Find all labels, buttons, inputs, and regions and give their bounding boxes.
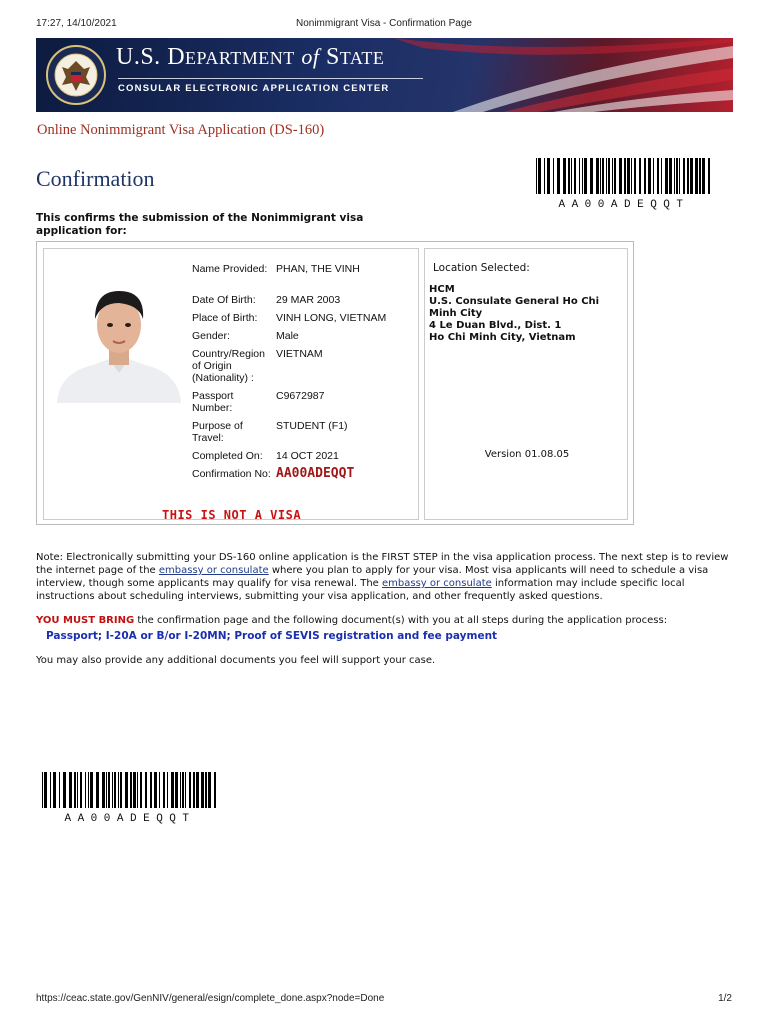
gender-value: Male	[276, 330, 299, 342]
must-bring-emphasis: YOU MUST BRING	[36, 615, 135, 626]
name-value: PHAN, THE VINH	[276, 263, 360, 275]
required-documents: Passport; I-20A or B/or I-20MN; Proof of SEVIS registration and fee payment	[46, 630, 498, 642]
location-details	[429, 284, 625, 344]
note-paragraph: Note: Electronically submitting your DS-160 online application is the FIRST STEP in the visa application process. The next step is to review the internet page of the embassy or consulate where you plan to apply for your visa. Most visa applicants will need to schedule a visa interview, though some applicants may qualify for visa renewal. The embassy or consulate information may include specific local instructions about scheduling interviews, submitting your visa application, and other frequently asked questions.	[36, 552, 729, 602]
must-bring-paragraph: YOU MUST BRING the confirmation page and the following document(s) with you at all steps during the application process:	[36, 615, 668, 626]
banner-subtitle: CONSULAR ELECTRONIC APPLICATION CENTER	[118, 83, 390, 94]
confirmation-label: Confirmation No:	[192, 468, 271, 480]
print-header	[36, 18, 732, 32]
dob-label: Date Of Birth:	[192, 294, 256, 306]
print-page-title: Nonimmigrant Visa - Confirmation Page	[295, 18, 472, 29]
name-label: Name Provided:	[192, 263, 268, 275]
barcode-icon	[40, 772, 220, 808]
purpose-value: STUDENT (F1)	[276, 420, 348, 432]
dob-value: 29 MAR 2003	[276, 294, 341, 306]
barcode-top	[534, 158, 714, 211]
country-value: VIETNAM	[276, 348, 323, 360]
purpose-label: Purpose of Travel:	[192, 420, 243, 444]
location-label: Location Selected:	[433, 262, 530, 274]
print-url: https://ceac.state.gov/GenNIV/general/esign/complete_done.aspx?node=Done	[36, 993, 385, 1004]
passport-label: Passport Number:	[192, 390, 234, 414]
location-city: Ho Chi Minh City, Vietnam	[429, 332, 576, 343]
confirmation-statement: This confirms the submission of the Nonimmigrant visa application for:	[36, 212, 364, 237]
pob-label: Place of Birth:	[192, 312, 258, 324]
version-label: Version 01.08.05	[484, 449, 570, 460]
completed-value: 14 OCT 2021	[276, 450, 339, 462]
print-page-number: 1/2	[718, 993, 732, 1004]
barcode-icon	[534, 158, 714, 194]
passport-value: C9672987	[276, 390, 325, 402]
applicant-info-box	[36, 241, 634, 525]
department-of-state-seal-icon	[46, 45, 106, 105]
flag-stripes-icon	[333, 38, 733, 112]
location-address: 4 Le Duan Blvd., Dist. 1	[429, 320, 562, 331]
banner-divider	[118, 78, 423, 79]
barcode-text: AA00ADEQQT	[558, 199, 690, 211]
embassy-link-2[interactable]: embassy or consulate	[382, 578, 492, 589]
additional-documents-note: You may also provide any additional documents you feel will support your case.	[36, 655, 436, 666]
location-panel	[424, 248, 628, 520]
banner-title: U.S. DEPARTMENT of STATE	[116, 44, 385, 70]
applicant-details-panel	[43, 248, 419, 520]
print-datetime: 17:27, 14/10/2021	[36, 18, 117, 29]
completed-label: Completed On:	[192, 450, 263, 462]
country-label: Country/Region of Origin (Nationality) :	[192, 348, 265, 384]
state-department-banner	[36, 38, 733, 112]
application-title: Online Nonimmigrant Visa Application (DS-160)	[37, 122, 325, 138]
location-code: HCM	[429, 284, 455, 295]
gender-label: Gender:	[192, 330, 230, 342]
location-office: U.S. Consulate General Ho Chi Minh City	[429, 296, 600, 319]
barcode-text: AA00ADEQQT	[64, 813, 196, 825]
confirmation-number: AA00ADEQQT	[276, 466, 355, 481]
applicant-photo	[53, 273, 185, 403]
pob-value: VINH LONG, VIETNAM	[276, 312, 387, 324]
barcode-bottom	[40, 772, 220, 825]
embassy-link-1[interactable]: embassy or consulate	[158, 565, 269, 576]
print-footer	[36, 993, 732, 1007]
page-title: Confirmation	[36, 166, 155, 191]
not-a-visa-warning: THIS IS NOT A VISA	[162, 508, 302, 522]
